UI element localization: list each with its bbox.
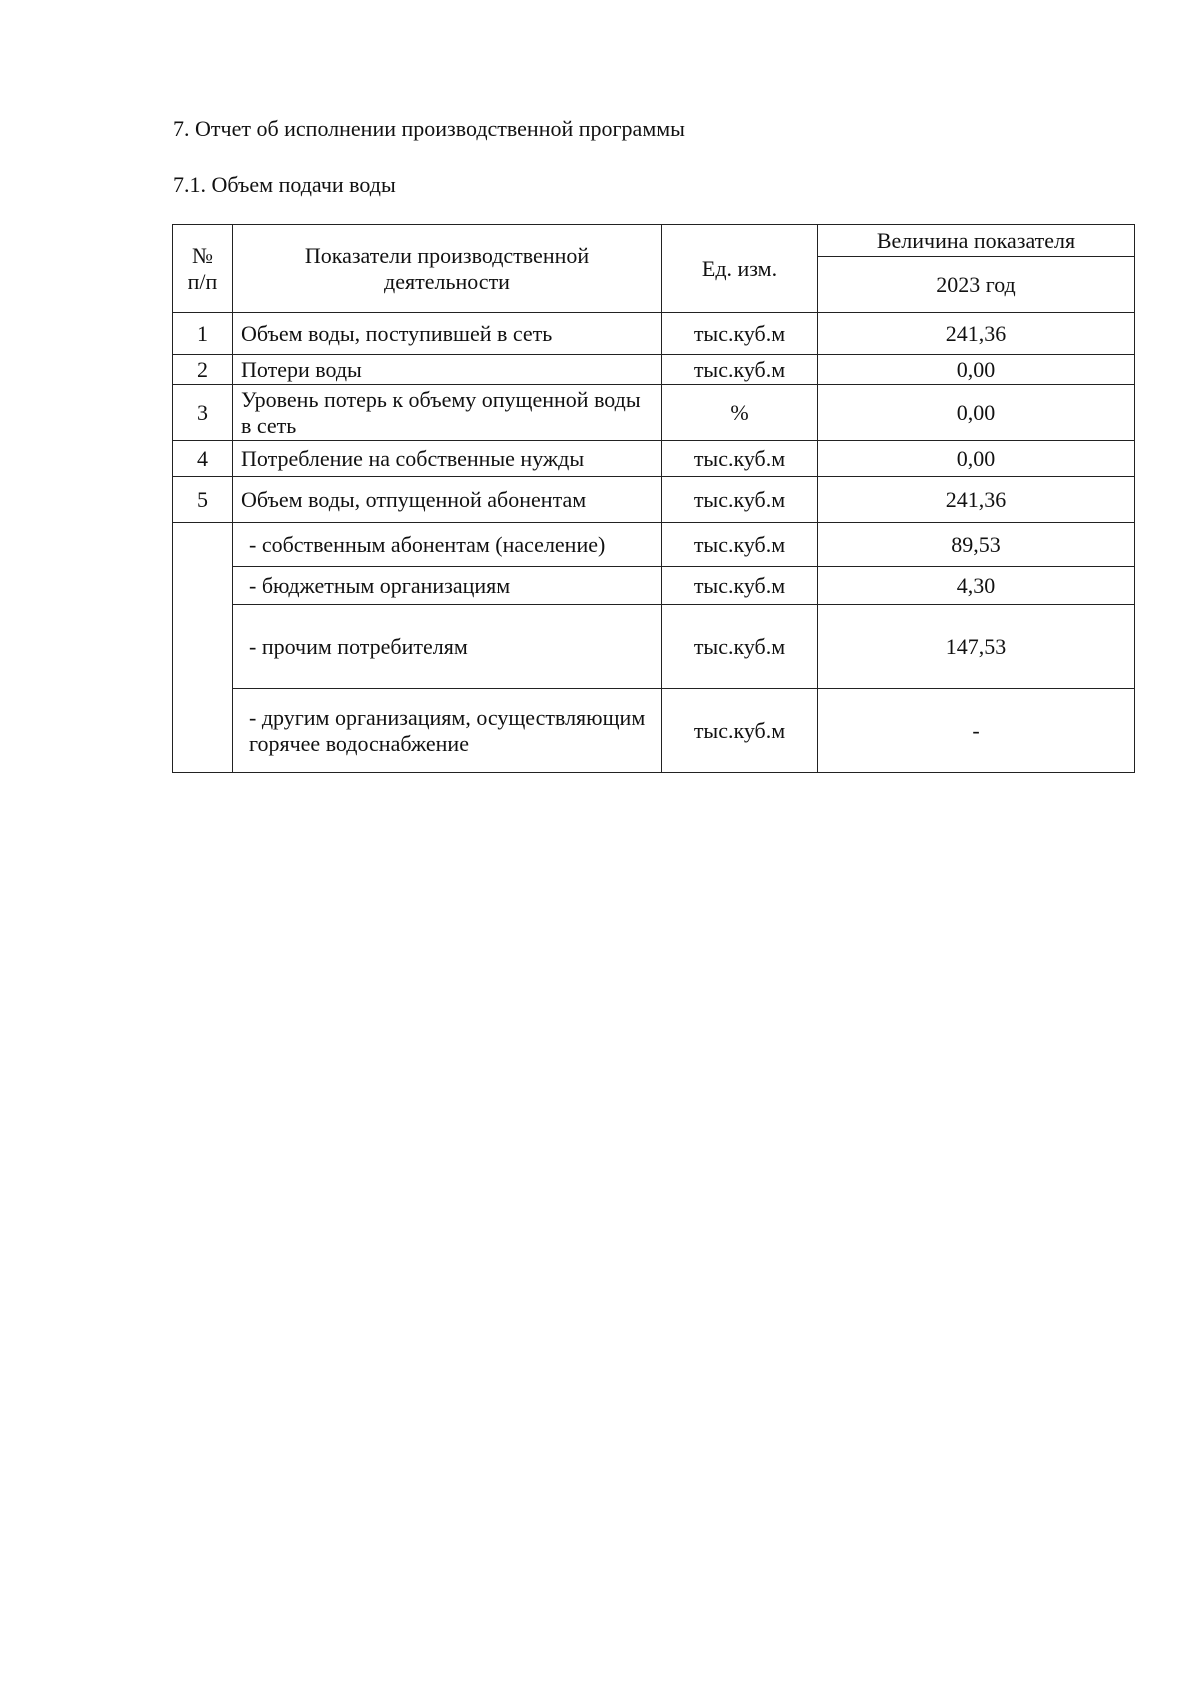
- row-value: 4,30: [818, 567, 1135, 605]
- header-indicator: [233, 225, 662, 313]
- row-unit: тыс.куб.м: [662, 477, 818, 523]
- row-indicator: Объем воды, отпущенной абонентам: [233, 477, 662, 523]
- row-indicator: - собственным абонентам (население): [233, 523, 662, 567]
- row-indicator: - прочим потребителям: [233, 605, 662, 689]
- row-number: 1: [173, 313, 233, 355]
- row-number: 3: [173, 385, 233, 441]
- row-number: 4: [173, 441, 233, 477]
- row-value: -: [818, 689, 1135, 773]
- row-indicator: Объем воды, поступившей в сеть: [233, 313, 662, 355]
- row-value: 0,00: [818, 385, 1135, 441]
- row-value: 241,36: [818, 477, 1135, 523]
- water-supply-table: [172, 224, 1135, 773]
- table-row: [173, 313, 1135, 355]
- row-indicator: Потребление на собственные нужды: [233, 441, 662, 477]
- row-indicator: Уровень потерь к объему опущенной воды в сеть: [233, 385, 662, 441]
- header-value-group: [818, 225, 1135, 257]
- row-unit: тыс.куб.м: [662, 523, 818, 567]
- header-year-label: 2023 год: [936, 271, 1016, 297]
- row-value: 89,53: [818, 523, 1135, 567]
- header-number: [173, 225, 233, 313]
- row-unit: тыс.куб.м: [662, 355, 818, 385]
- row-unit: тыс.куб.м: [662, 313, 818, 355]
- row-number: 5: [173, 477, 233, 523]
- row-number: 2: [173, 355, 233, 385]
- row-unit: тыс.куб.м: [662, 605, 818, 689]
- row-number-empty: [173, 523, 233, 773]
- table-row: [173, 441, 1135, 477]
- row-unit: тыс.куб.м: [662, 567, 818, 605]
- row-unit: тыс.куб.м: [662, 441, 818, 477]
- header-unit-label: Ед. изм.: [701, 255, 778, 281]
- row-indicator: Потери воды: [233, 355, 662, 385]
- row-unit: тыс.куб.м: [662, 689, 818, 773]
- header-unit: [662, 225, 818, 313]
- table-row: [173, 605, 1135, 689]
- header-year: [818, 257, 1135, 313]
- table-row: [173, 355, 1135, 385]
- row-unit: %: [662, 385, 818, 441]
- row-value: 0,00: [818, 441, 1135, 477]
- subsection-title: 7.1. Объем подачи воды: [173, 172, 396, 197]
- table-header-row: [173, 225, 1135, 257]
- row-value: 0,00: [818, 355, 1135, 385]
- row-value: 147,53: [818, 605, 1135, 689]
- section-title: 7. Отчет об исполнении производственной программы: [173, 116, 685, 141]
- table-row: [173, 567, 1135, 605]
- table-row: [173, 385, 1135, 441]
- row-value: 241,36: [818, 313, 1135, 355]
- row-indicator: - другим организациям, осуществляющим горячее водоснабжение: [233, 689, 662, 773]
- table-row: [173, 477, 1135, 523]
- table-row: [173, 689, 1135, 773]
- table-row: [173, 523, 1135, 567]
- header-number-label: № п/п: [187, 242, 218, 294]
- row-indicator: - бюджетным организациям: [233, 567, 662, 605]
- header-value-group-label: Величина показателя: [876, 227, 1076, 253]
- header-indicator-label: Показатели производственной деятельности: [304, 242, 590, 294]
